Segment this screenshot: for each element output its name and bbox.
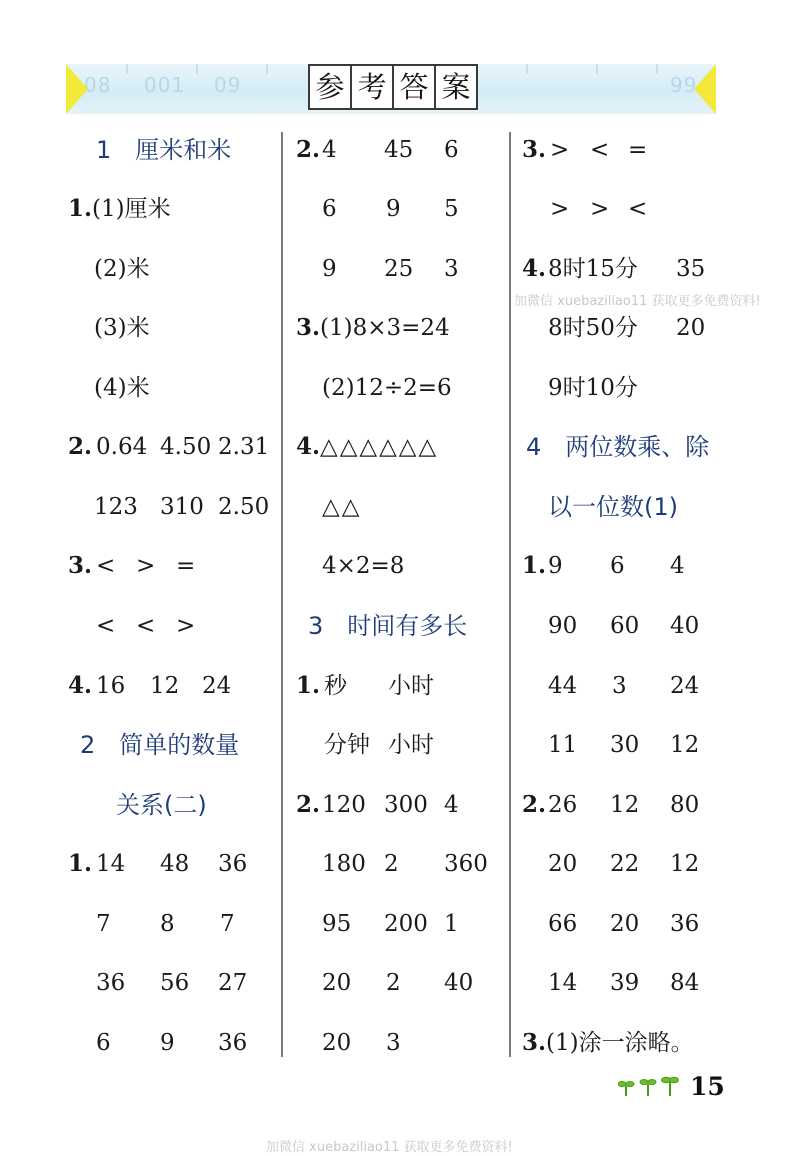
answer-value: 4.50 xyxy=(160,434,212,460)
ruler-tick xyxy=(656,64,658,74)
title-char: 考 xyxy=(350,64,394,110)
sprout-icon xyxy=(618,1074,684,1098)
answer-line xyxy=(296,432,438,462)
question-number: 1. xyxy=(522,552,547,579)
answer-value: < xyxy=(96,553,116,579)
answer-value: 秒 xyxy=(324,673,347,699)
title-char: 案 xyxy=(434,64,478,110)
ruler-tick xyxy=(596,64,598,74)
answer-value: 180 xyxy=(322,851,366,877)
answer-line xyxy=(68,194,171,224)
answer-value: = xyxy=(628,137,648,163)
question-number: 3. xyxy=(522,1029,547,1056)
answer-line xyxy=(296,790,320,820)
answer-value: > xyxy=(550,137,570,163)
answer-value: 95 xyxy=(322,911,352,937)
answer-value: 80 xyxy=(670,792,700,818)
answer-value: 20 xyxy=(676,315,706,341)
triangle-row: △△ xyxy=(322,494,362,520)
answer-value: 4 xyxy=(322,137,337,163)
answer-value: 24 xyxy=(202,673,232,699)
answer-value: 9 xyxy=(386,196,401,222)
answer-value: 8时15分 xyxy=(548,256,638,282)
answer-value: 小时 xyxy=(388,732,434,758)
answer-value: 123 xyxy=(94,494,138,520)
answer-value: 25 xyxy=(384,256,414,282)
answer-value: 27 xyxy=(218,970,248,996)
title-char: 答 xyxy=(392,64,436,110)
column-divider xyxy=(509,132,511,1057)
answer-value: 2.31 xyxy=(218,434,270,460)
answer-value: 8 xyxy=(160,911,175,937)
question-number: 2. xyxy=(296,791,321,818)
answer-value: 小时 xyxy=(388,673,434,699)
answer-value: 310 xyxy=(160,494,204,520)
section-heading: 关系(二) xyxy=(116,791,207,819)
answer-value: 84 xyxy=(670,970,700,996)
question-number: 4. xyxy=(296,433,321,460)
answer-value: 6 xyxy=(96,1030,111,1056)
answer-value: 分钟 xyxy=(324,732,370,758)
answer-value: > xyxy=(176,613,196,639)
answer-line: (3)米 xyxy=(94,315,150,341)
answer-value: > xyxy=(550,196,570,222)
question-number: 2. xyxy=(296,136,321,163)
answer-value: 12 xyxy=(610,792,640,818)
answer-value: 4 xyxy=(444,792,459,818)
ruler-tick xyxy=(126,64,128,74)
answer-value: 14 xyxy=(96,851,126,877)
answer-value: 7 xyxy=(220,911,235,937)
arrow-left-icon xyxy=(66,64,88,114)
answer-value: < xyxy=(136,613,156,639)
arrow-right-icon xyxy=(694,64,716,114)
answer-value: 3 xyxy=(444,256,459,282)
answer-value: 20 xyxy=(548,851,578,877)
answer-value: 9时10分 xyxy=(548,375,638,401)
answer-line xyxy=(522,790,546,820)
answer-value: 36 xyxy=(218,851,248,877)
answer-value: > xyxy=(136,553,156,579)
answer-line xyxy=(68,849,92,879)
answer-value: 90 xyxy=(548,613,578,639)
answer-value: 26 xyxy=(548,792,578,818)
answer-value: 45 xyxy=(384,137,414,163)
question-number: 1. xyxy=(68,850,93,877)
watermark: 加微信 xuebaziliao11 获取更多免费资料! xyxy=(266,1140,513,1155)
answer-line xyxy=(522,1028,694,1058)
answer-line xyxy=(296,313,450,343)
answer-value: 6 xyxy=(444,137,459,163)
answer-line xyxy=(68,671,92,701)
question-number: 2. xyxy=(68,433,93,460)
answer-value: 300 xyxy=(384,792,428,818)
watermark: 加微信 xuebaziliao11 获取更多免费资料! xyxy=(514,294,761,309)
answer-value: 66 xyxy=(548,911,578,937)
answer-value: 4 xyxy=(670,553,685,579)
question-number: 3. xyxy=(522,136,547,163)
answer-value: 20 xyxy=(610,911,640,937)
answer-value: < xyxy=(590,137,610,163)
answer-value: 48 xyxy=(160,851,190,877)
triangle-row: △△△△△△ xyxy=(320,434,439,460)
answer-text: (1)8×3=24 xyxy=(320,315,450,341)
answer-text: (1)厘米 xyxy=(92,196,171,222)
question-number: 4. xyxy=(522,255,547,282)
answer-value: 40 xyxy=(444,970,474,996)
question-number: 3. xyxy=(68,552,93,579)
answer-line xyxy=(296,671,320,701)
title-char: 参 xyxy=(308,64,352,110)
answer-value: 9 xyxy=(548,553,563,579)
answer-value: 360 xyxy=(444,851,488,877)
ruler-tick xyxy=(266,64,268,74)
answer-value: 44 xyxy=(548,673,578,699)
answer-value: 7 xyxy=(96,911,111,937)
answer-value: 200 xyxy=(384,911,428,937)
ruler-tick xyxy=(526,64,528,74)
section-heading: 以一位数(1) xyxy=(548,493,678,521)
answer-value: 12 xyxy=(150,673,180,699)
answer-text: (1)涂一涂略。 xyxy=(546,1030,694,1056)
answer-line: (2)12÷2=6 xyxy=(322,375,452,401)
section-heading: 2 简单的数量 xyxy=(80,731,240,759)
ruler-number: 09 xyxy=(214,73,242,97)
answer-line: (4)米 xyxy=(94,375,150,401)
question-number: 1. xyxy=(296,672,321,699)
answer-value: > xyxy=(590,196,610,222)
ruler-number: 001 xyxy=(144,73,186,97)
answer-value: 20 xyxy=(322,1030,352,1056)
answer-value: 120 xyxy=(322,792,366,818)
answer-value: 8时50分 xyxy=(548,315,638,341)
answer-value: 1 xyxy=(444,911,459,937)
answer-value: 36 xyxy=(670,911,700,937)
answer-value: 39 xyxy=(610,970,640,996)
answer-value: 40 xyxy=(670,613,700,639)
answer-value: 3 xyxy=(386,1030,401,1056)
page-title xyxy=(308,64,476,110)
answer-value: 14 xyxy=(548,970,578,996)
column-divider xyxy=(281,132,283,1057)
ruler-number: 99 xyxy=(670,73,698,97)
answer-value: 35 xyxy=(676,256,706,282)
answer-value: < xyxy=(628,196,648,222)
answer-value: 2 xyxy=(384,851,399,877)
answer-value: 60 xyxy=(610,613,640,639)
question-number: 2. xyxy=(522,791,547,818)
answer-value: 22 xyxy=(610,851,640,877)
answer-value: 56 xyxy=(160,970,190,996)
question-number: 3. xyxy=(296,314,321,341)
answer-value: 12 xyxy=(670,732,700,758)
answer-value: 2.50 xyxy=(218,494,270,520)
answer-value: 3 xyxy=(612,673,627,699)
section-heading: 1 厘米和米 xyxy=(96,136,232,164)
answer-line xyxy=(68,432,92,462)
answer-value: = xyxy=(176,553,196,579)
answer-value: 12 xyxy=(670,851,700,877)
section-heading: 3 时间有多长 xyxy=(308,612,468,640)
answer-value: 9 xyxy=(160,1030,175,1056)
answer-line xyxy=(522,254,546,284)
section-heading: 4 两位数乘、除 xyxy=(526,433,710,461)
answer-value: 6 xyxy=(610,553,625,579)
answer-value: 30 xyxy=(610,732,640,758)
answer-line xyxy=(68,551,92,581)
answer-line: 4×2=8 xyxy=(322,553,405,579)
answer-value: 0.64 xyxy=(96,434,148,460)
answer-value: 36 xyxy=(96,970,126,996)
answer-line xyxy=(522,135,546,165)
answer-value: 6 xyxy=(322,196,337,222)
question-number: 1. xyxy=(68,195,93,222)
ruler-number: 08 xyxy=(84,73,112,97)
answer-value: 2 xyxy=(386,970,401,996)
answer-line: (2)米 xyxy=(94,256,150,282)
question-number: 4. xyxy=(68,672,93,699)
answer-line xyxy=(522,551,546,581)
answer-value: 24 xyxy=(670,673,700,699)
answer-value: 16 xyxy=(96,673,126,699)
answer-value: 20 xyxy=(322,970,352,996)
answer-value: 11 xyxy=(548,732,578,758)
answer-value: < xyxy=(96,613,116,639)
answer-value: 36 xyxy=(218,1030,248,1056)
answer-value: 9 xyxy=(322,256,337,282)
ruler-tick xyxy=(196,64,198,74)
page-number: 15 xyxy=(690,1072,725,1101)
answer-value: 5 xyxy=(444,196,459,222)
answer-line xyxy=(296,135,320,165)
